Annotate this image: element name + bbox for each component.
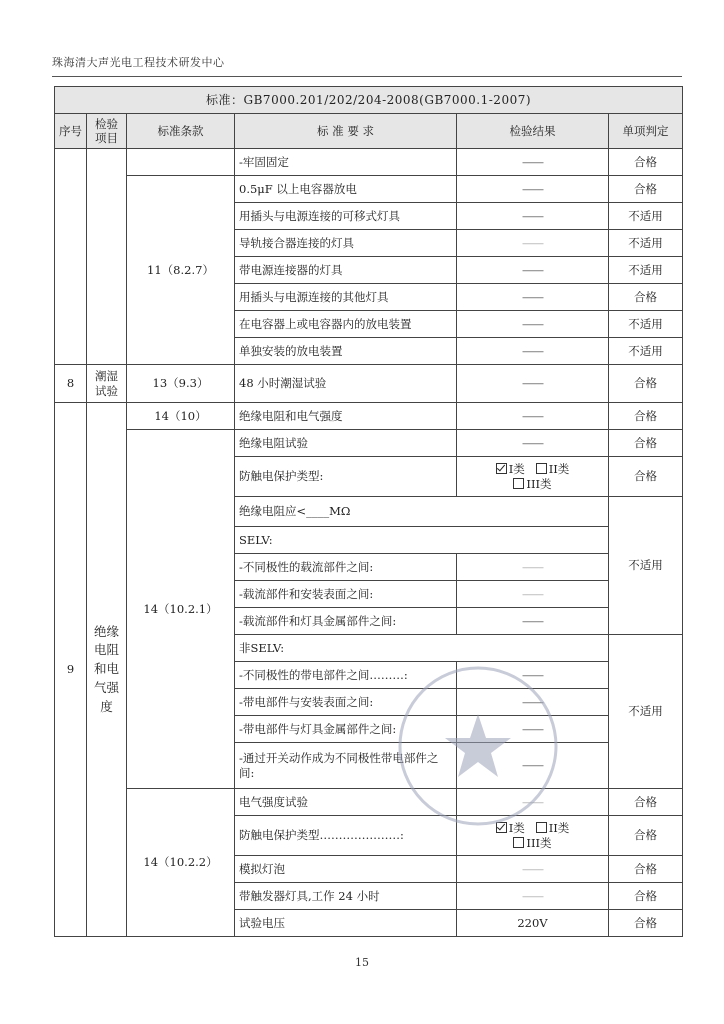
cell-verdict: 合格	[609, 149, 683, 176]
label-class-i: I类	[508, 821, 525, 836]
table-row	[55, 149, 683, 176]
table-row	[55, 430, 683, 457]
protection-class-cell	[457, 816, 609, 856]
cell-item-empty	[87, 149, 127, 365]
header-verdict: 单项判定	[609, 114, 683, 149]
cell-result: ——	[457, 608, 609, 635]
label-class-ii: II类	[548, 462, 570, 477]
cell-result: ——	[457, 230, 609, 257]
cell-no-empty	[55, 149, 87, 365]
header-requirement: 标 准 要 求	[235, 114, 457, 149]
cell-result: ——	[457, 338, 609, 365]
cell-requirement: 电气强度试验	[235, 789, 457, 816]
cell-requirement: 非SELV:	[235, 635, 609, 662]
checkbox-class-ii	[536, 463, 547, 474]
cell-verdict: 合格	[609, 430, 683, 457]
cell-result: ——	[457, 365, 609, 403]
cell-no: 9	[55, 403, 87, 937]
cell-result: ——	[457, 311, 609, 338]
cell-requirement: 0.5μF 以上电容器放电	[235, 176, 457, 203]
header-result: 检验结果	[457, 114, 609, 149]
cell-result: ——	[457, 430, 609, 457]
cell-verdict: 合格	[609, 789, 683, 816]
cell-requirement: -载流部件和灯具金属部件之间:	[235, 608, 457, 635]
checkbox-class-i	[496, 822, 507, 833]
cell-requirement: 在电容器上或电容器内的放电装置	[235, 311, 457, 338]
cell-requirement: 绝缘电阻和电气强度	[235, 403, 457, 430]
cell-verdict: 不适用	[609, 635, 683, 789]
cell-result: ——	[457, 257, 609, 284]
cell-result: ——	[457, 403, 609, 430]
cell-result: ——	[457, 883, 609, 910]
header-clause: 标准条款	[127, 114, 235, 149]
cell-requirement: 带触发器灯具,工作 24 小时	[235, 883, 457, 910]
cell-requirement: 防触电保护类型:	[235, 457, 457, 497]
cell-result: 220V	[457, 910, 609, 937]
cell-verdict: 合格	[609, 403, 683, 430]
cell-requirement: 导轨接合器连接的灯具	[235, 230, 457, 257]
checkbox-class-iii	[513, 837, 524, 848]
cell-requirement: -不同极性的载流部件之间:	[235, 554, 457, 581]
cell-result: ——	[457, 856, 609, 883]
cell-requirement: -带电部件与灯具金属部件之间:	[235, 716, 457, 743]
cell-verdict: 不适用	[609, 257, 683, 284]
cell-verdict: 不适用	[609, 338, 683, 365]
cell-verdict: 合格	[609, 176, 683, 203]
cell-result: ——	[457, 716, 609, 743]
cell-requirement: 模拟灯泡	[235, 856, 457, 883]
cell-requirement: 带电源连接器的灯具	[235, 257, 457, 284]
cell-result: ——	[457, 743, 609, 789]
table-row	[55, 789, 683, 816]
cell-result: ——	[457, 581, 609, 608]
label-class-ii: II类	[548, 821, 570, 836]
cell-verdict: 不适用	[609, 230, 683, 257]
cell-requirement: -不同极性的带电部件之间………:	[235, 662, 457, 689]
cell-verdict: 合格	[609, 457, 683, 497]
cell-requirement: -通过开关动作成为不同极性带电部件之间:	[235, 743, 457, 789]
cell-verdict: 合格	[609, 365, 683, 403]
cell-clause: 11（8.2.7）	[127, 176, 235, 365]
checkbox-class-iii	[513, 478, 524, 489]
label-class-i: I类	[508, 462, 525, 477]
header-rule	[52, 76, 682, 77]
cell-result: ——	[457, 789, 609, 816]
checkbox-class-i	[496, 463, 507, 474]
cell-requirement: 绝缘电阻应<____MΩ	[235, 497, 609, 527]
cell-requirement: 用插头与电源连接的可移式灯具	[235, 203, 457, 230]
protection-class-cell	[457, 457, 609, 497]
cell-requirement: SELV:	[235, 527, 609, 554]
cell-verdict: 合格	[609, 816, 683, 856]
cell-clause: 14（10.2.1）	[127, 430, 235, 789]
cell-verdict: 合格	[609, 883, 683, 910]
table-row	[55, 403, 683, 430]
cell-requirement: 防触电保护类型…………………:	[235, 816, 457, 856]
cell-requirement: 绝缘电阻试验	[235, 430, 457, 457]
header-item: 检验项目	[87, 114, 127, 149]
cell-result: ——	[457, 203, 609, 230]
cell-requirement: 试验电压	[235, 910, 457, 937]
cell-requirement: -牢固固定	[235, 149, 457, 176]
cell-result: ——	[457, 662, 609, 689]
label-class-iii: III类	[526, 476, 552, 491]
test-report-table	[54, 86, 683, 937]
cell-clause: 13（9.3）	[127, 365, 235, 403]
cell-item: 绝缘电阻和电气强度	[87, 403, 127, 937]
cell-result: ——	[457, 284, 609, 311]
label-class-iii: III类	[526, 835, 552, 850]
cell-clause: 14（10.2.2）	[127, 789, 235, 937]
organization-header: 珠海清大声光电工程技术研发中心	[52, 56, 225, 69]
header-no: 序号	[55, 114, 87, 149]
cell-requirement: 单独安装的放电装置	[235, 338, 457, 365]
cell-verdict: 不适用	[609, 311, 683, 338]
cell-requirement: 48 小时潮湿试验	[235, 365, 457, 403]
cell-result: ——	[457, 689, 609, 716]
cell-clause: 14（10）	[127, 403, 235, 430]
cell-requirement: 用插头与电源连接的其他灯具	[235, 284, 457, 311]
cell-verdict: 合格	[609, 284, 683, 311]
cell-requirement: -带电部件与安装表面之间:	[235, 689, 457, 716]
page-number: 15	[355, 956, 369, 969]
cell-verdict: 不适用	[609, 203, 683, 230]
table-row	[55, 176, 683, 203]
cell-verdict: 合格	[609, 856, 683, 883]
standard-title: 标准：GB7000.201/202/204-2008(GB7000.1-2007)	[55, 87, 683, 114]
cell-clause-empty	[127, 149, 235, 176]
cell-item: 潮湿试验	[87, 365, 127, 403]
cell-requirement: -载流部件和安装表面之间:	[235, 581, 457, 608]
cell-result: ——	[457, 149, 609, 176]
table-row	[55, 365, 683, 403]
checkbox-class-ii	[536, 822, 547, 833]
cell-result: ——	[457, 176, 609, 203]
cell-verdict: 不适用	[609, 497, 683, 635]
cell-no: 8	[55, 365, 87, 403]
cell-verdict: 合格	[609, 910, 683, 937]
cell-result: ——	[457, 554, 609, 581]
